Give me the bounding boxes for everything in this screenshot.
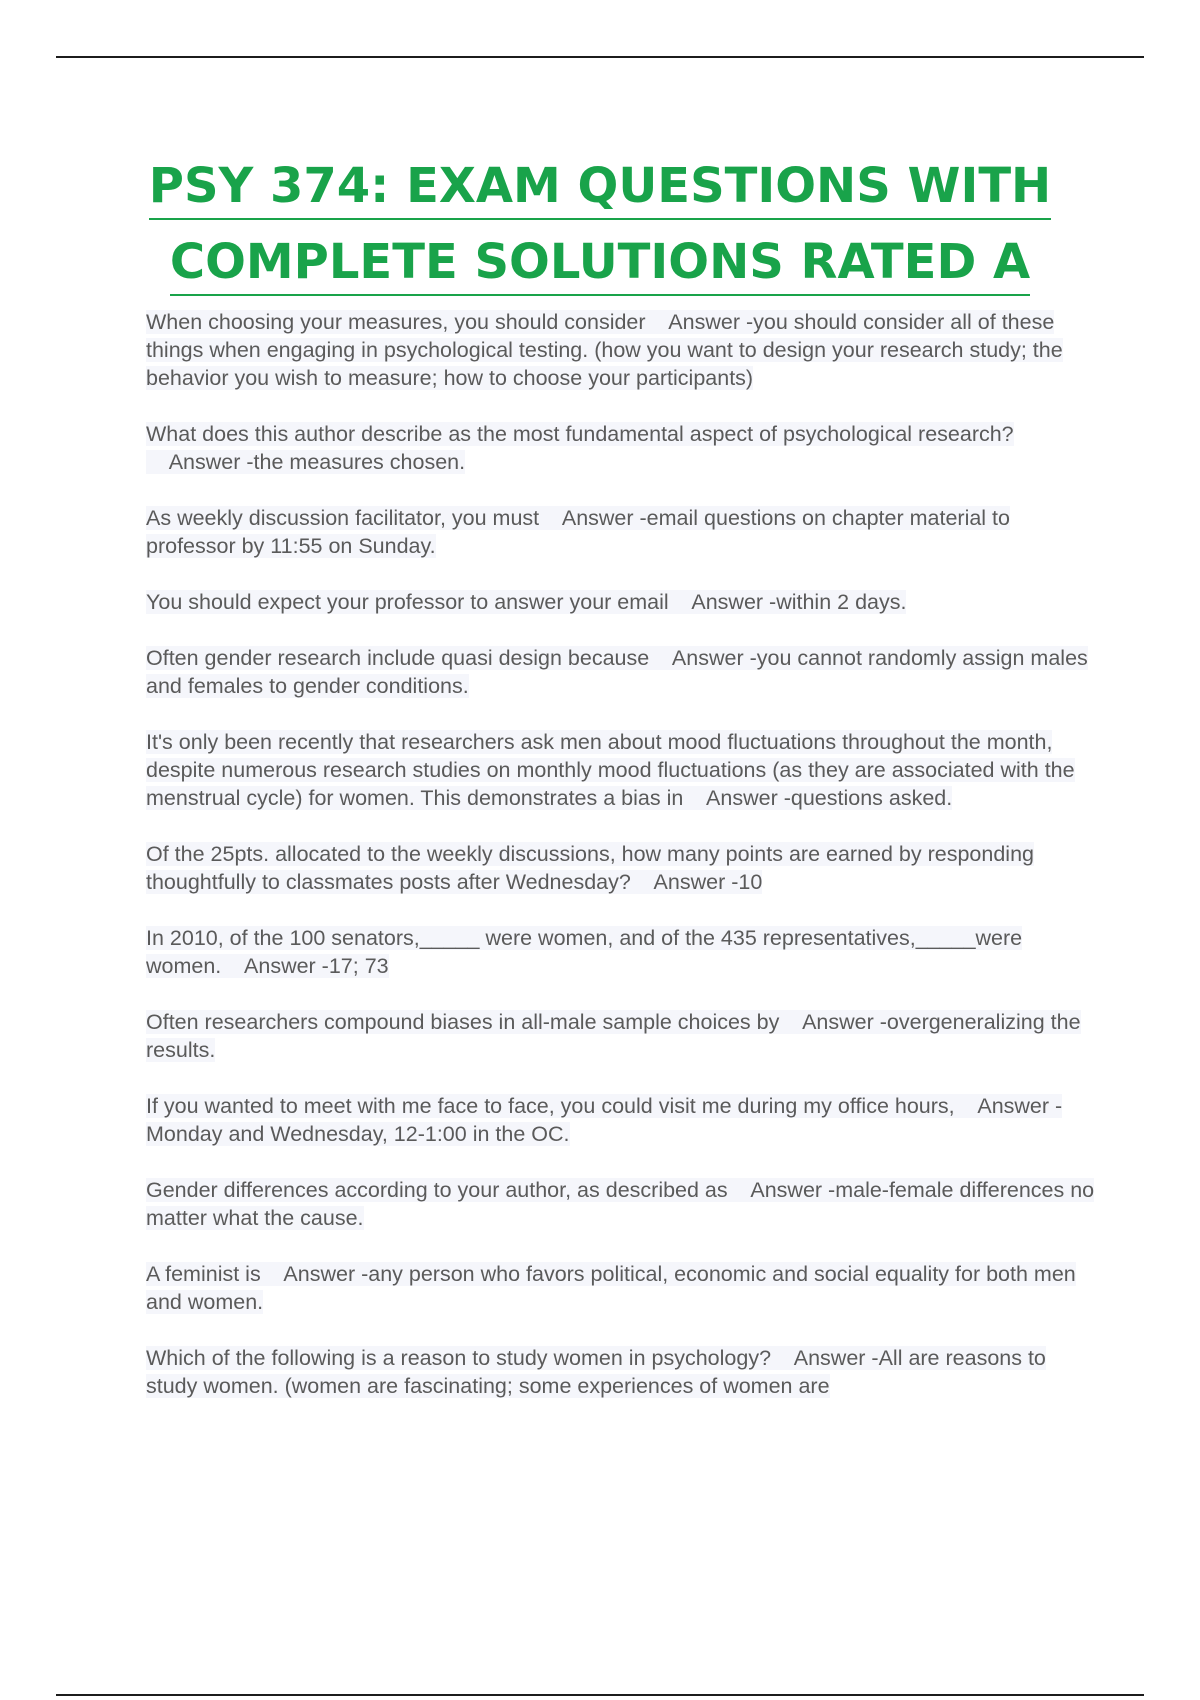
bottom-rule [56, 1694, 1144, 1696]
qa-item-10 [146, 1092, 1096, 1148]
answer-text: Answer -you cannot randomly assign males and females to gender conditions. [146, 646, 1088, 698]
qa-list [146, 308, 1096, 1428]
answer-text: Answer -17; 73 [244, 954, 389, 978]
answer-text: Answer -the measures chosen. [168, 450, 466, 474]
qa-item-2 [146, 420, 1096, 476]
question-text: In 2010, of the 100 senators,_____ were women, and of the 435 representatives,_____were women. [146, 926, 1023, 978]
qa-item-11 [146, 1176, 1096, 1232]
answer-text: Answer -any person who favors political, economic and social equality for both men and women. [146, 1262, 1076, 1314]
answer-text: Answer -email questions on chapter material to professor by 11:55 on Sunday. [146, 506, 1010, 558]
qa-item-8 [146, 924, 1096, 980]
question-text: What does this author describe as the most fundamental aspect of psychological research? [146, 422, 1014, 446]
answer-text: Answer -within 2 days. [691, 590, 907, 614]
question-text: It's only been recently that researchers ask men about mood fluctuations throughout the month, despite numerous research studies on monthly mood fluctuations (as they are associated with the menstrual cycle) for women. This demonstrates a bias in [146, 730, 1075, 810]
question-text: Gender differences according to your author, as described as [146, 1178, 728, 1202]
top-rule [56, 56, 1144, 58]
answer-text: Answer -questions asked. [706, 786, 953, 810]
qa-item-3 [146, 504, 1096, 560]
answer-text: Answer -All are reasons to study women. (women are fascinating; some experiences of women are [146, 1346, 1046, 1398]
qa-item-6 [146, 728, 1096, 812]
qa-item-5 [146, 644, 1096, 700]
question-text: Often gender research include quasi design because [146, 646, 650, 670]
qa-item-1 [146, 308, 1096, 392]
question-text: Of the 25pts. allocated to the weekly discussions, how many points are earned by responding thoughtfully to classmates posts after Wednesday? [146, 842, 1034, 894]
qa-item-12 [146, 1260, 1096, 1316]
question-text: Which of the following is a reason to study women in psychology? [146, 1346, 772, 1370]
question-text: A feminist is [146, 1262, 261, 1286]
qa-item-13 [146, 1344, 1096, 1400]
question-text: You should expect your professor to answer your email [146, 590, 669, 614]
document-title [0, 148, 1200, 300]
qa-item-4 [146, 588, 1096, 616]
question-text: When choosing your measures, you should consider [146, 310, 646, 334]
question-text: If you wanted to meet with me face to face, you could visit me during my office hours, [146, 1094, 955, 1118]
answer-text: Answer -10 [653, 870, 763, 894]
qa-item-9 [146, 1008, 1096, 1064]
answer-text: Answer -overgeneralizing the results. [146, 1010, 1081, 1062]
title-line-1: PSY 374: EXAM QUESTIONS WITH [149, 154, 1051, 220]
question-text: As weekly discussion facilitator, you must [146, 506, 540, 530]
title-line-2: COMPLETE SOLUTIONS RATED A [170, 230, 1030, 296]
answer-text: Answer -you should consider all of these things when engaging in psychological testing. (how you want to design your research study; the behavior you wish to measure; how to choose your participants) [146, 310, 1063, 390]
answer-text: Answer -Monday and Wednesday, 12-1:00 in the OC. [146, 1094, 1063, 1146]
qa-item-7 [146, 840, 1096, 896]
question-text: Often researchers compound biases in all-male sample choices by [146, 1010, 780, 1034]
answer-text: Answer -male-female differences no matter what the cause. [146, 1178, 1095, 1230]
